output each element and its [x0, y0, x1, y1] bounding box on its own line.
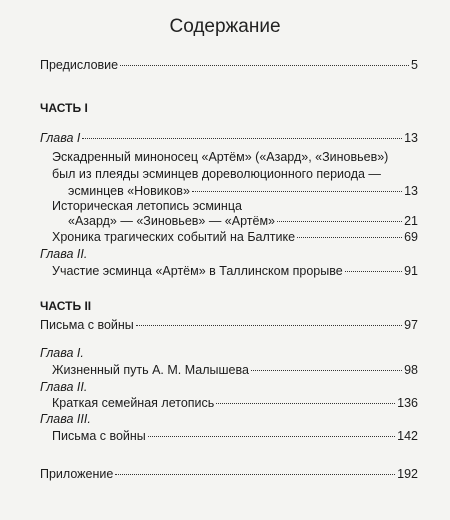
- dot-leader: [277, 221, 402, 222]
- toc-page-number: 13: [404, 184, 418, 198]
- dot-leader: [120, 65, 409, 66]
- toc-entry-appendix: [40, 466, 418, 483]
- toc-entry-label: Письма с войны: [52, 429, 146, 443]
- part-heading-2: ЧАСТЬ II: [40, 299, 92, 313]
- toc-page-number: 5: [411, 58, 418, 72]
- toc-page-number: 91: [404, 264, 418, 278]
- toc-entry-label: «Азард» — «Зиновьев» — «Артём»: [68, 214, 276, 228]
- dot-leader: [136, 325, 402, 326]
- toc-entry-war-letters: [52, 428, 418, 445]
- dot-leader: [115, 474, 395, 475]
- toc-chapter-1: [40, 130, 418, 147]
- toc-entry-line: Историческая летопись эсминца: [52, 199, 242, 213]
- toc-entry-life-path: [52, 362, 418, 379]
- toc-entry-label: Глава I: [40, 131, 81, 145]
- toc-chapter-2: Глава II.: [40, 380, 88, 394]
- toc-entry-label: Хроника трагических событий на Балтике: [52, 230, 296, 244]
- toc-page-number: 192: [397, 467, 418, 481]
- toc-page-number: 98: [404, 363, 418, 377]
- toc-page-number: 142: [397, 429, 418, 443]
- toc-entry-label: Жизненный путь А. М. Малышева: [52, 363, 249, 377]
- dot-leader: [251, 370, 402, 371]
- dot-leader: [82, 138, 402, 139]
- toc-entry-line: Эскадренный миноносец «Артём» («Азард», «Зиновьев»): [52, 150, 389, 164]
- toc-entry-label: Предисловие: [40, 58, 119, 72]
- toc-entry-label: эсминцев «Новиков»: [68, 184, 190, 198]
- dot-leader: [192, 191, 402, 192]
- toc-entry-label: Участие эсминца «Артём» в Таллинском прорыве: [52, 264, 343, 278]
- toc-entry-family: [52, 395, 418, 412]
- toc-chapter-3: Глава III.: [40, 412, 91, 426]
- toc-chapter-1: Глава I.: [40, 346, 84, 360]
- toc-page-number: 69: [404, 230, 418, 244]
- toc-page-number: 97: [404, 318, 418, 332]
- toc-entry-label: Краткая семейная летопись: [52, 396, 215, 410]
- part-heading-1: ЧАСТЬ I: [40, 101, 88, 115]
- toc-entry-line: был из плеяды эсминцев дореволюционного периода —: [52, 167, 381, 181]
- toc-entry-label: Приложение: [40, 467, 114, 481]
- toc-entry-label: Письма с войны: [40, 318, 134, 332]
- toc-entry-tallinn: [52, 263, 418, 280]
- dot-leader: [148, 436, 395, 437]
- toc-chapter-2: Глава II.: [40, 247, 88, 261]
- toc-page-number: 13: [404, 131, 418, 145]
- toc-entry-chronicle: [68, 213, 418, 230]
- toc-page-number: 136: [397, 396, 418, 410]
- page-title: Содержание: [169, 16, 281, 37]
- toc-entry-letters: [40, 317, 418, 334]
- dot-leader: [345, 271, 402, 272]
- dot-leader: [297, 237, 402, 238]
- toc-entry-baltic: [52, 229, 418, 246]
- dot-leader: [216, 403, 395, 404]
- toc-page-number: 21: [404, 214, 418, 228]
- toc-entry-preface: [40, 57, 418, 74]
